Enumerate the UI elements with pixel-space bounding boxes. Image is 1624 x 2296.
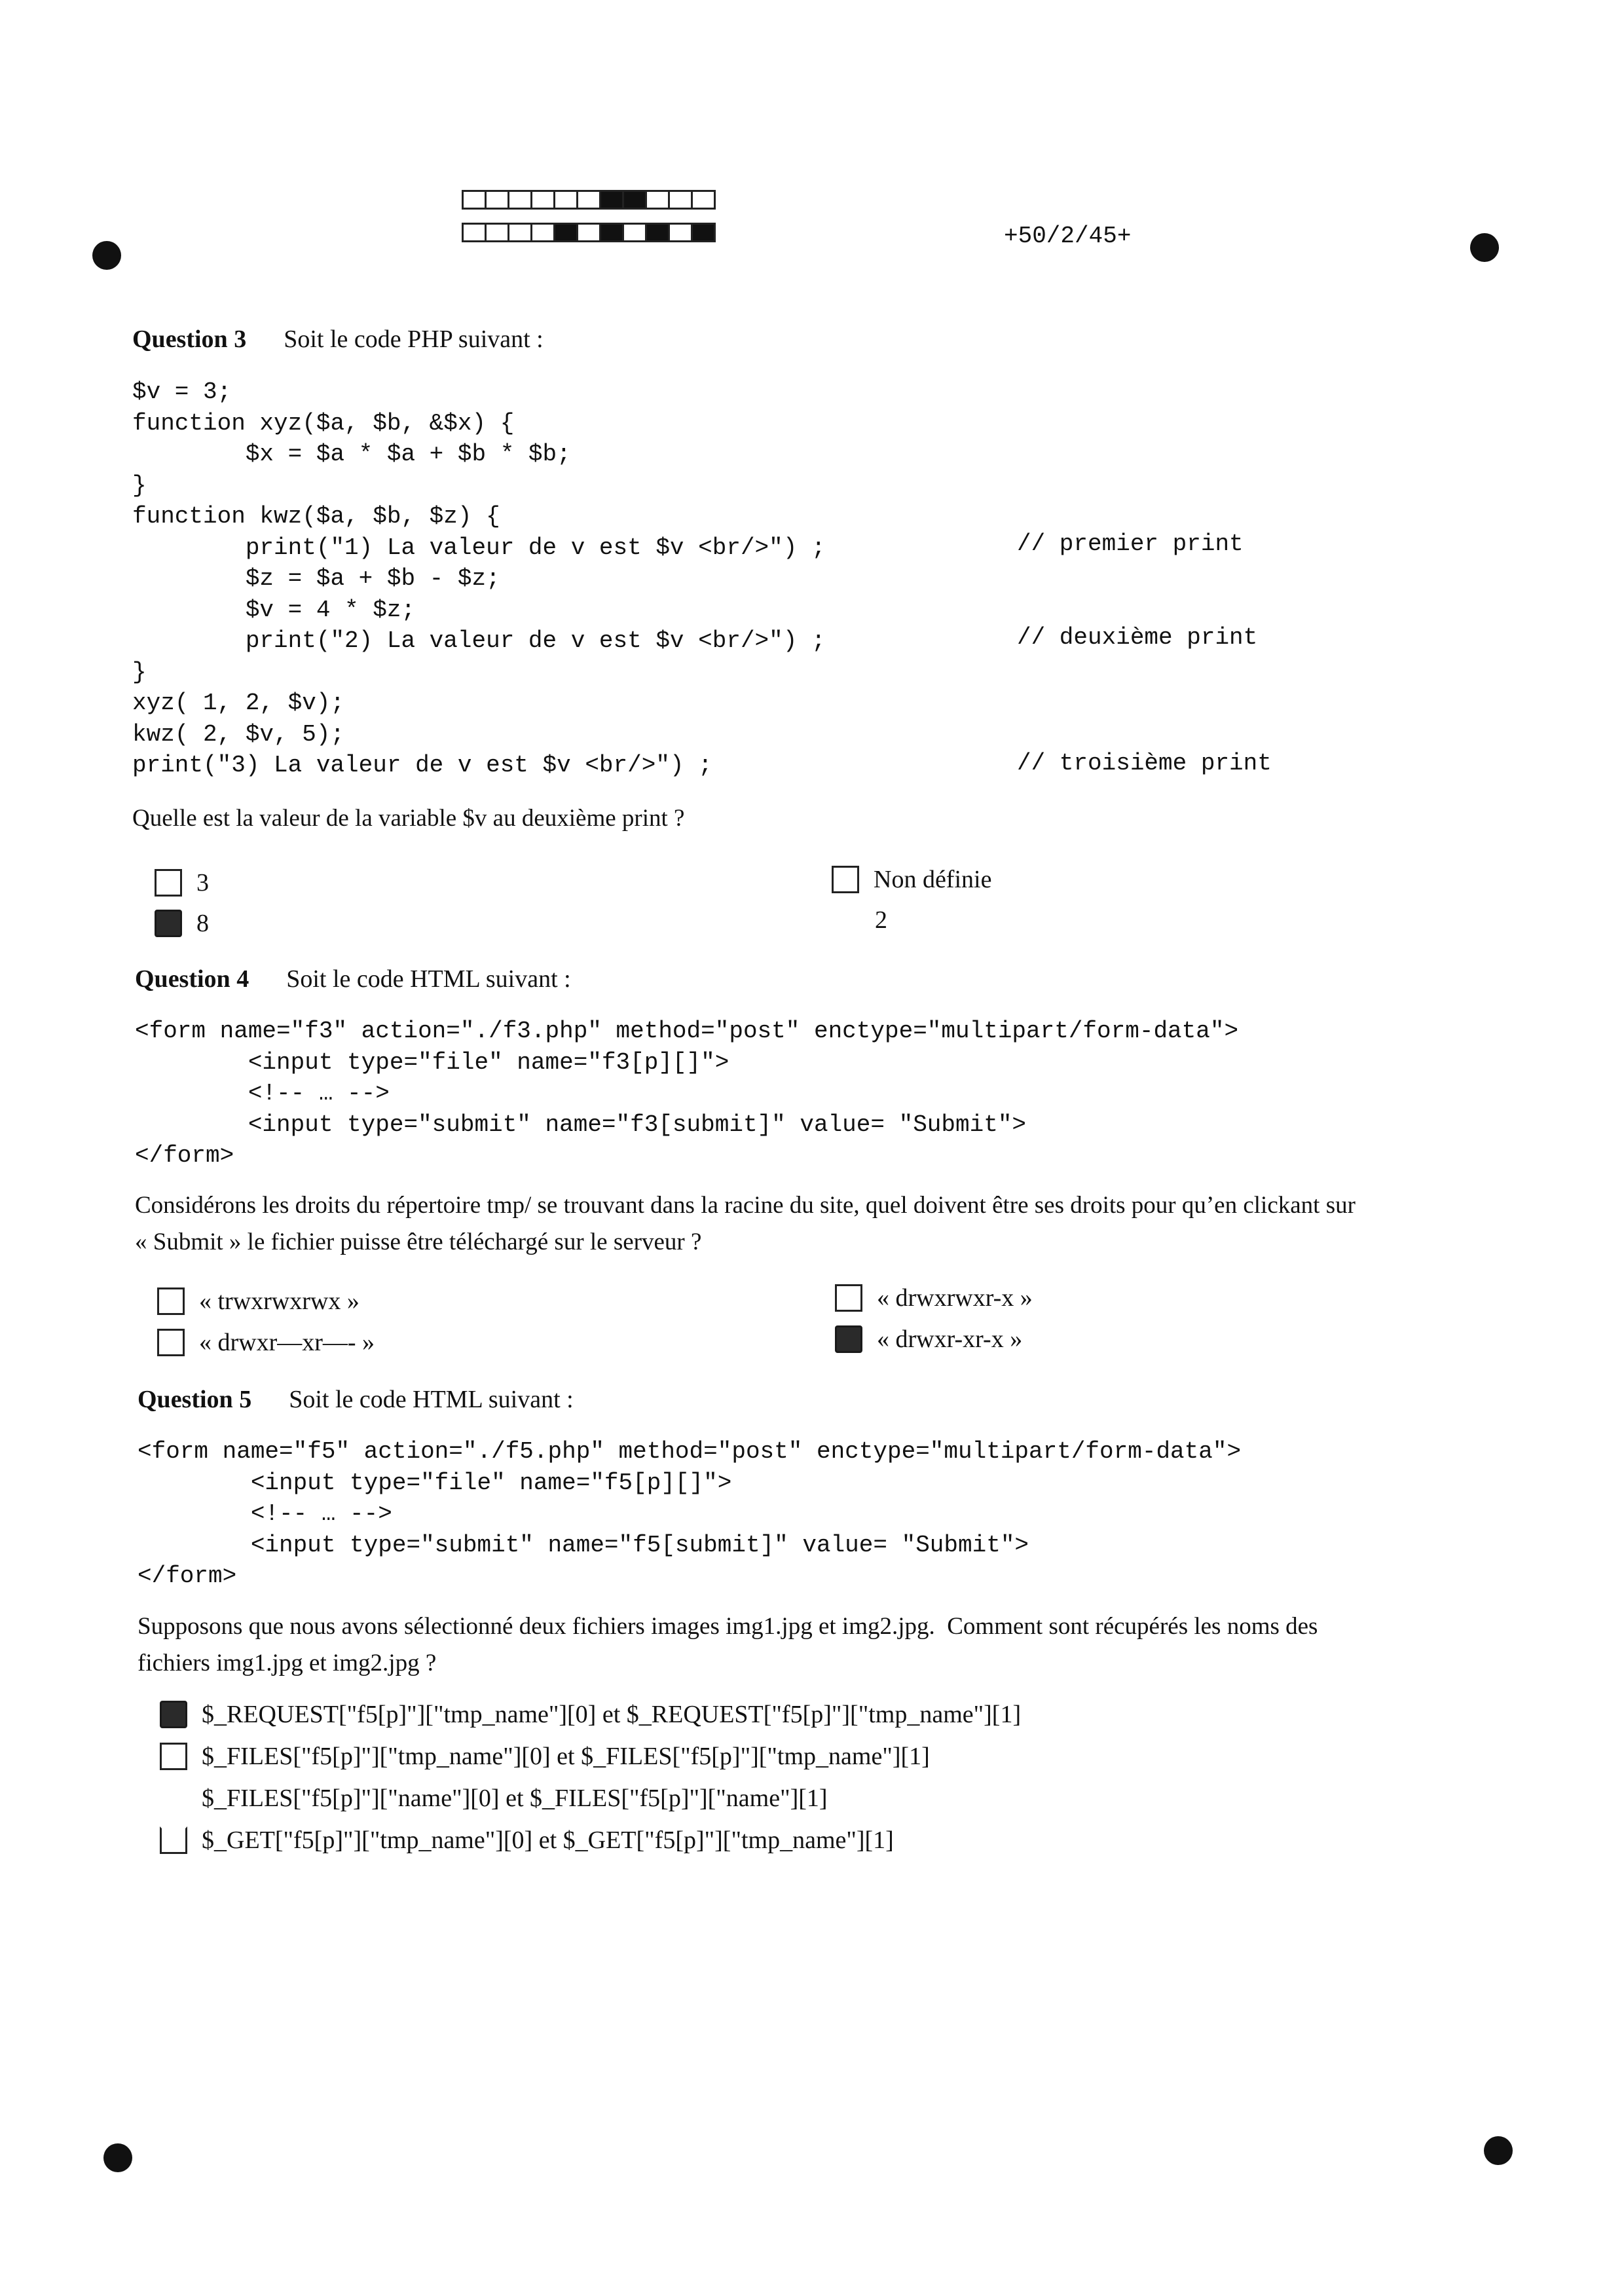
question-5-header (138, 1385, 574, 1414)
question-5-choice-4[interactable] (160, 1826, 894, 1855)
checkbox[interactable] (851, 906, 864, 934)
barcode-cell (553, 190, 578, 210)
code-line: print("3) La valeur de v est $v <br/>") ; (132, 752, 712, 779)
barcode-cell (507, 223, 532, 242)
question-4-label: Question 4 (135, 965, 249, 993)
checkbox[interactable] (155, 910, 182, 937)
question-3-choice-3[interactable] (832, 865, 991, 894)
barcode-cell (462, 190, 487, 210)
checkbox[interactable] (160, 1785, 187, 1812)
barcode-cell (691, 223, 716, 242)
barcode-cell (622, 223, 647, 242)
choice-label: « drwxr—xr—- » (199, 1329, 375, 1356)
code-line: <input type="submit" name="f3[submit]" value= "Submit"> (135, 1111, 1027, 1138)
question-3-code (132, 377, 826, 781)
question-3-prompt: Quelle est la valeur de la variable $v au deuxième print ? (132, 805, 685, 832)
barcode-cell (622, 190, 647, 210)
choice-label: « trwxrwxrwx » (199, 1287, 360, 1315)
registration-mark-top-right (1470, 233, 1499, 262)
code-line: <!-- … --> (135, 1080, 390, 1107)
choice-label: $_REQUEST["f5[p]"]["tmp_name"][0] et $_REQUEST["f5[p]"]["tmp_name"][1] (202, 1701, 1022, 1728)
question-5-label: Question 5 (138, 1386, 252, 1413)
barcode-cell (599, 190, 624, 210)
barcode-cell (599, 223, 624, 242)
question-4-choice-2[interactable] (157, 1328, 375, 1357)
checkbox[interactable] (157, 1287, 185, 1315)
code-line: print("1) La valeur de v est $v <br/>") ; (132, 534, 826, 561)
barcode-row-bottom (462, 223, 714, 242)
code-line: xyz( 1, 2, $v); (132, 690, 345, 716)
barcode-cell (553, 223, 578, 242)
question-3-intro: Soit le code PHP suivant : (284, 325, 544, 353)
question-3-choice-2[interactable] (155, 909, 209, 938)
code-line: <input type="file" name="f3[p][]"> (135, 1048, 729, 1076)
choice-label: 3 (196, 869, 209, 897)
question-3-header (132, 325, 544, 354)
checkbox[interactable] (160, 1701, 187, 1728)
code-line: <form name="f3" action="./f3.php" method="post" enctype="multipart/form-data"> (135, 1018, 1239, 1045)
question-5-choice-3[interactable] (160, 1784, 828, 1813)
prompt-line: « Submit » le fichier puisse être téléchargé sur le serveur ? (135, 1229, 702, 1255)
barcode-cell (645, 190, 670, 210)
code-line: <input type="submit" name="f5[submit]" value= "Submit"> (138, 1531, 1029, 1559)
code-line: $x = $a * $a + $b * $b; (132, 441, 571, 468)
code-line: </form> (135, 1142, 234, 1169)
question-4-choice-4[interactable] (835, 1325, 1022, 1354)
code-line: $z = $a + $b - $z; (132, 565, 500, 592)
barcode-cell (462, 223, 487, 242)
barcode-cell (645, 223, 670, 242)
barcode-row-top (462, 190, 714, 210)
question-5-intro: Soit le code HTML suivant : (289, 1386, 574, 1413)
barcode-cell (668, 190, 693, 210)
checkbox[interactable] (832, 866, 859, 893)
question-4-prompt (135, 1187, 1356, 1261)
page-identifier: +50/2/45+ (1004, 223, 1132, 250)
barcode-cell (530, 190, 555, 210)
question-4-code (135, 1016, 1238, 1172)
code-line: $v = 4 * $z; (132, 596, 416, 623)
question-3-comment-second: // deuxième print (1017, 624, 1258, 651)
code-line: <form name="f5" action="./f5.php" method="post" enctype="multipart/form-data"> (138, 1438, 1242, 1465)
checkbox[interactable] (160, 1743, 187, 1770)
choice-label: $_FILES["f5[p]"]["tmp_name"][0] et $_FILES["f5[p]"]["tmp_name"][1] (202, 1743, 930, 1770)
code-line: } (132, 658, 147, 686)
barcode-cell (485, 223, 509, 242)
choice-label: $_GET["f5[p]"]["tmp_name"][0] et $_GET["f5[p]"]["tmp_name"][1] (202, 1826, 894, 1854)
code-line: <!-- … --> (138, 1500, 392, 1527)
question-3-label: Question 3 (132, 325, 247, 353)
checkbox[interactable] (155, 869, 182, 897)
question-4-header (135, 965, 571, 993)
choice-label: Non définie (874, 866, 992, 893)
choice-label: 8 (196, 910, 209, 937)
choice-label: « drwxr-xr-x » (877, 1325, 1023, 1353)
prompt-line: fichiers img1.jpg et img2.jpg ? (138, 1650, 437, 1676)
barcode-cell (576, 223, 601, 242)
code-line: $v = 3; (132, 379, 232, 405)
code-line: kwz( 2, $v, 5); (132, 720, 345, 748)
registration-mark-top-left (92, 241, 121, 270)
barcode-cell (530, 223, 555, 242)
question-5-choice-2[interactable] (160, 1742, 930, 1771)
question-3-choice-4[interactable] (851, 906, 887, 935)
code-line: function xyz($a, $b, &$x) { (132, 409, 515, 437)
choice-label: $_FILES["f5[p]"]["name"][0] et $_FILES["f5[p]"]["name"][1] (202, 1785, 828, 1812)
question-3-choice-1[interactable] (155, 868, 209, 897)
code-line: </form> (138, 1563, 237, 1589)
registration-mark-bottom-left (103, 2143, 132, 2172)
question-3-comment-first: // premier print (1017, 530, 1244, 557)
checkbox[interactable] (160, 1826, 187, 1854)
code-line: function kwz($a, $b, $z) { (132, 503, 500, 530)
barcode-cell (668, 223, 693, 242)
choice-label: « drwxrwxr-x » (877, 1284, 1033, 1312)
barcode-cell (691, 190, 716, 210)
code-line: <input type="file" name="f5[p][]"> (138, 1469, 732, 1496)
question-5-choice-1[interactable] (160, 1700, 1021, 1729)
prompt-line: Considérons les droits du répertoire tmp/ se trouvant dans la racine du site, quel doivent être ses droits pour qu’en clickant sur (135, 1192, 1356, 1219)
choice-label: 2 (875, 906, 887, 934)
barcode-cell (485, 190, 509, 210)
checkbox[interactable] (835, 1325, 862, 1353)
code-line: } (132, 472, 147, 499)
barcode-cell (507, 190, 532, 210)
checkbox[interactable] (835, 1284, 862, 1312)
question-4-choice-1[interactable] (157, 1287, 360, 1316)
prompt-line: Supposons que nous avons sélectionné deux fichiers images img1.jpg et img2.jpg. Comment sont récupérés les noms des (138, 1613, 1318, 1640)
question-4-choice-3[interactable] (835, 1284, 1033, 1312)
question-5-prompt (138, 1608, 1318, 1682)
barcode-cell (576, 190, 601, 210)
question-3-comment-third: // troisième print (1017, 750, 1272, 777)
registration-mark-bottom-right (1484, 2136, 1513, 2165)
checkbox[interactable] (157, 1329, 185, 1356)
question-4-intro: Soit le code HTML suivant : (286, 965, 571, 993)
code-line: print("2) La valeur de v est $v <br/>") ; (132, 627, 826, 654)
question-5-code (138, 1436, 1241, 1592)
